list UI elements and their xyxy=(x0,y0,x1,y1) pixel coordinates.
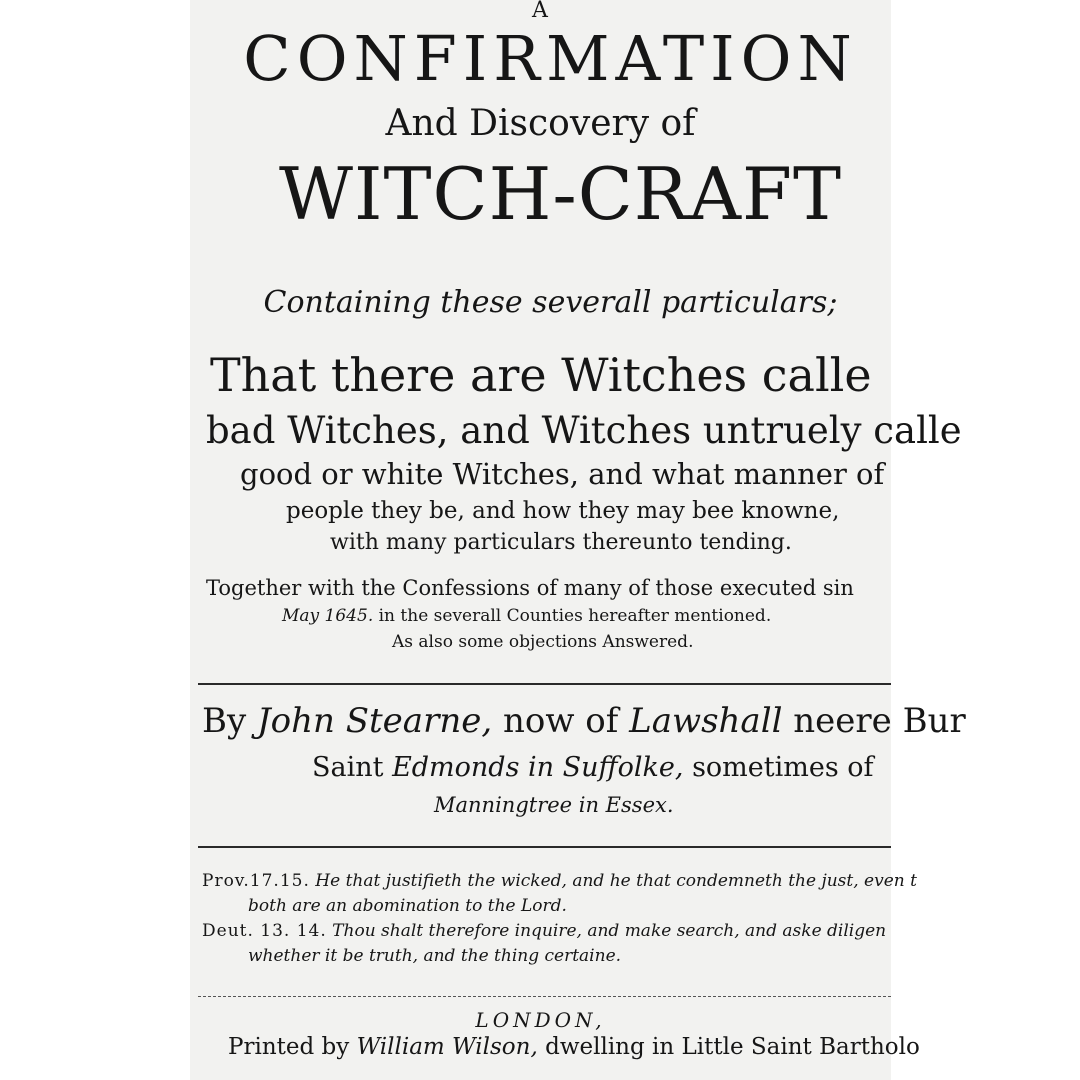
author-by: By xyxy=(202,701,247,741)
quote-1-text: He that justifieth the wicked, and he that condemneth the just, even t xyxy=(315,871,917,891)
body-line-2: bad Witches, and Witches untruely calle xyxy=(206,409,962,452)
subtitle: Containing these severall particulars; xyxy=(263,285,838,320)
rule-3 xyxy=(198,996,891,997)
imprint-line xyxy=(228,1036,920,1059)
together-line-1: Together with the Confessions of many of those executed sin xyxy=(206,576,854,600)
imprint-printed-by: Printed by xyxy=(228,1034,350,1060)
author-name: John Stearne, xyxy=(257,701,493,741)
imprint-rest: dwelling in Little Saint Bartholo xyxy=(545,1034,920,1060)
author-place: Lawshall xyxy=(629,701,783,741)
quote-1-ref: Prov.17.15. xyxy=(202,871,310,891)
title-line-discovery: And Discovery of xyxy=(385,103,696,144)
body-line-5: with many particulars thereunto tending. xyxy=(330,530,792,555)
body-line-4: people they be, and how they may bee knowne, xyxy=(286,498,840,524)
quote-1-line-1 xyxy=(202,873,917,890)
author-neere: neere Bur xyxy=(793,701,966,741)
quote-2-text: Thou shalt therefore inquire, and make search, and aske diligen xyxy=(332,921,887,941)
author-sometimes: sometimes of xyxy=(692,752,874,783)
author-now-of: now of xyxy=(502,701,619,741)
author-saint: Saint xyxy=(312,752,384,783)
imprint-city: LONDON, xyxy=(475,1008,606,1032)
author-town: Edmonds in Suffolke, xyxy=(392,752,684,783)
author-line-1 xyxy=(202,701,966,741)
quote-2-ref: Deut. 13. 14. xyxy=(202,921,327,941)
body-line-1: That there are Witches calle xyxy=(210,348,872,402)
title-line-confirmation: CONFIRMATION xyxy=(243,22,858,95)
title-line-witchcraft: WITCH-CRAFT xyxy=(279,152,842,236)
together-rest: in the severall Counties hereafter mentioned. xyxy=(378,606,772,626)
rule-1 xyxy=(198,683,891,685)
title-page xyxy=(190,0,966,1080)
quote-2-line-2: whether it be truth, and the thing certaine. xyxy=(248,946,622,966)
title-article: A xyxy=(532,0,549,23)
together-date: May 1645. xyxy=(282,606,374,626)
imprint-printer: William Wilson, xyxy=(356,1034,538,1060)
rule-2 xyxy=(198,846,891,848)
quote-1-line-2: both are an abomination to the Lord. xyxy=(248,896,567,916)
author-line-3: Manningtree in Essex. xyxy=(434,793,674,817)
together-line-2 xyxy=(282,608,771,625)
together-line-3: As also some objections Answered. xyxy=(392,632,694,652)
author-line-2 xyxy=(312,754,874,781)
body-line-3: good or white Witches, and what manner of xyxy=(240,457,885,491)
quote-2-line-1 xyxy=(202,923,886,940)
